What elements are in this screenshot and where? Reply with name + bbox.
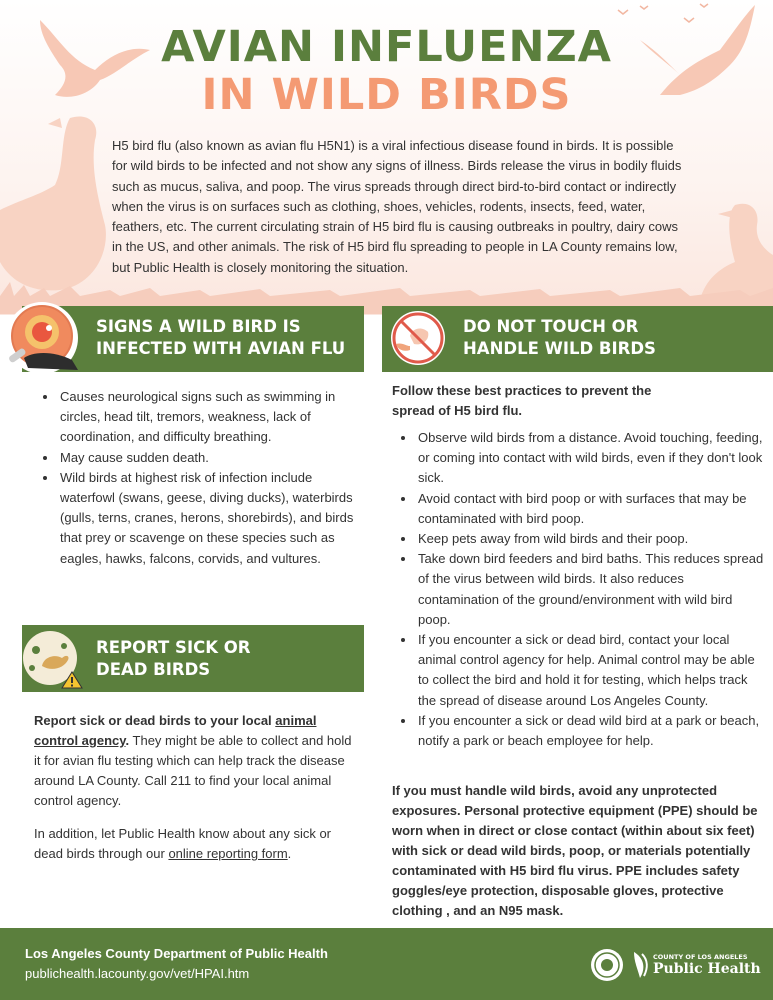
list-item: • May cause sudden death. bbox=[58, 448, 358, 468]
report-paragraph-1: Report sick or dead birds to your local animal control agency. They might be able to collect and hold it for avian flu testing which can help track the disease around LA County. Call 211 to find your local animal control agency. bbox=[34, 713, 352, 808]
list-item: • Observe wild birds from a distance. Avoid touching, feeding, or coming into contact with wild birds, even if they don't look sick. bbox=[416, 428, 768, 489]
logo-big-text: Public Health bbox=[653, 961, 761, 977]
list-item: • If you encounter a sick or dead wild bird at a park or beach, notify a park or beach employee for help. bbox=[416, 711, 768, 751]
report-paragraph-2: In addition, let Public Health know about any sick or dead birds through our online reporting form. bbox=[34, 826, 332, 861]
online-reporting-form-link[interactable]: online reporting form bbox=[168, 846, 288, 861]
county-seal-icon bbox=[590, 948, 624, 982]
report-heading-line1: REPORT SICK OR bbox=[96, 638, 251, 657]
donot-lead: Follow these best practices to prevent the spread of H5 bird flu. bbox=[392, 383, 652, 418]
page-subtitle: IN WILD BIRDS bbox=[201, 70, 572, 120]
donot-list bbox=[394, 428, 768, 751]
virus-bird-warning-icon bbox=[18, 628, 84, 692]
list-item: • Keep pets away from wild birds and their poop. bbox=[416, 529, 768, 549]
signs-list bbox=[36, 387, 358, 569]
logo-small-text: COUNTY OF LOS ANGELES bbox=[653, 953, 748, 961]
list-item: • Avoid contact with bird poop or with surfaces that may be contaminated with bird poop. bbox=[416, 489, 768, 529]
list-item: • Take down bird feeders and bird baths. This reduces spread of the virus between wild birds. It also reduces contamination of the ground/environment with wild bird poop. bbox=[416, 549, 768, 630]
intro-paragraph: H5 bird flu (also known as avian flu H5N1) is a viral infectious disease found in birds. It is possible for wild birds to be infected and not show any signs of illness. Birds release the virus in bodily fluids such as mucus, saliva, and poop. The virus spreads through direct bird-to-bird contact or indirectly when the virus is on surfaces such as clothing, shoes, vehicles, rodents, insects, feed, water, feathers, etc. The current circulating strain of H5 bird flu is causing outbreaks in poultry, dairy cows in the US, and other animals. The risk of H5 bird flu spreading to people in LA County remains low, but Public Health is closely monitoring the situation. bbox=[112, 138, 682, 275]
signs-heading-line2: INFECTED WITH AVIAN FLU bbox=[96, 339, 346, 358]
list-item: • If you encounter a sick or dead bird, contact your local animal control agency for help. Animal control may be able to collect the bird and hold it for testing, which helps track the spread of disease around Los Angeles County. bbox=[416, 630, 768, 711]
list-item: • Causes neurological signs such as swimming in circles, head tilt, tremors, weakness, lack of coordination, and difficulty breathing. bbox=[58, 387, 358, 448]
footer bbox=[0, 928, 773, 1000]
donot-heading-line1: DO NOT TOUCH OR bbox=[463, 317, 639, 336]
signs-heading-line1: SIGNS A WILD BIRD IS bbox=[96, 317, 301, 336]
no-touch-bird-icon bbox=[388, 308, 450, 368]
footer-org: Los Angeles County Department of Public Health bbox=[25, 946, 328, 961]
goose-silhouette-icon bbox=[0, 117, 106, 291]
public-health-logo-icon bbox=[630, 950, 650, 980]
sick-bird-magnifier-icon bbox=[2, 298, 86, 382]
donot-heading-line2: HANDLE WILD BIRDS bbox=[463, 339, 656, 358]
animal-control-link[interactable]: animal control agency bbox=[34, 713, 317, 748]
report-heading-line2: DEAD BIRDS bbox=[96, 660, 211, 679]
list-item: • Wild birds at highest risk of infection include waterfowl (swans, geese, diving ducks), waterbirds (gulls, terns, cranes, herons, shorebirds), and birds that prey or scavenge on these species such as eagles, hawks, falcons, corvids, and vultures. bbox=[58, 468, 358, 569]
ppe-paragraph: If you must handle wild birds, avoid any unprotected exposures. Personal protective equipment (PPE) should be worn when in direct or close contact (within about six feet) with sick or dead wild birds, poop, or materials potentially contaminated with H5 bird flu virus. PPE includes safety goggles/eye protection, disposable gloves, protective clothing , and an N95 mask. bbox=[392, 783, 758, 918]
page-title: AVIAN INFLUENZA bbox=[161, 22, 612, 72]
duck-silhouette-icon bbox=[700, 204, 773, 300]
distant-birds-icon bbox=[618, 4, 708, 22]
footer-url[interactable]: publichealth.lacounty.gov/vet/HPAI.htm bbox=[25, 966, 250, 981]
